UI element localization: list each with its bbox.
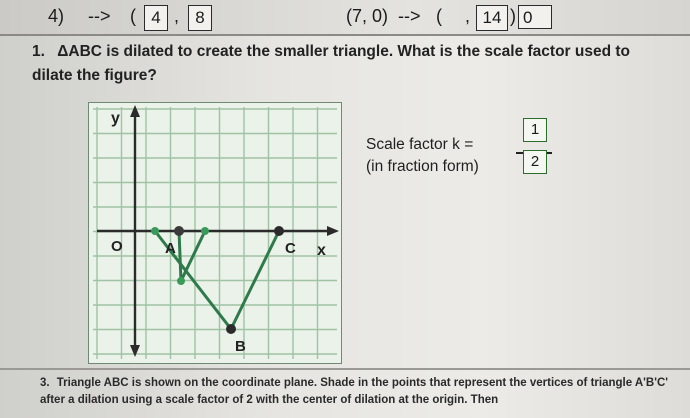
comma-2: ,	[465, 6, 471, 26]
grid-lines	[93, 107, 341, 359]
point-c[interactable]	[274, 226, 284, 236]
point-small-right[interactable]	[201, 227, 209, 235]
fraction-form-note: (in fraction form)	[366, 158, 479, 175]
scale-factor-label: Scale factor k =	[366, 136, 474, 153]
y-axis-label: y	[111, 110, 120, 127]
answer-box-x1[interactable]: 4	[144, 5, 168, 31]
point-7-0: (7, 0)	[346, 6, 389, 26]
prev-point-fragment: 4)	[48, 6, 65, 26]
question-1	[32, 40, 672, 88]
coordinate-grid[interactable]	[88, 102, 342, 364]
answer-box-y1[interactable]: 8	[188, 5, 212, 31]
point-b[interactable]	[226, 324, 236, 334]
arrow-1: -->	[88, 6, 111, 26]
paren-close-2: )	[510, 6, 516, 26]
comma-1: ,	[174, 6, 180, 26]
bottom-divider	[0, 368, 690, 370]
question-3-text: Triangle ABC is shown on the coordinate plane. Shade in the points that represent the vertices of triangle A'B'C' after a dilation using a scale factor of 2 with the center of dilation at the origin. Then	[40, 377, 668, 406]
origin-label: O	[111, 238, 123, 255]
y-axis-arrow-up	[130, 105, 140, 117]
point-a[interactable]	[174, 226, 184, 236]
numerator-box[interactable]: 1	[523, 118, 547, 142]
arrow-2: -->	[398, 6, 421, 26]
grid-svg	[89, 103, 341, 363]
x-axis-label: x	[317, 242, 326, 259]
x-axis-arrow	[327, 226, 339, 236]
question-1-number: 1.	[32, 43, 45, 60]
question-3	[40, 375, 690, 409]
answer-box-y2[interactable]: 0	[518, 5, 552, 29]
point-small-bottom[interactable]	[177, 277, 185, 285]
paren-open-1: (	[130, 6, 136, 26]
top-divider	[0, 34, 690, 36]
question-3-number: 3.	[40, 377, 50, 389]
y-axis-arrow-down	[130, 345, 140, 357]
question-1-text: ΔABC is dilated to create the smaller triangle. What is the scale factor used to dilate the figure?	[32, 43, 630, 84]
label-a: A	[165, 240, 176, 257]
label-b: B	[235, 338, 246, 355]
answer-box-x2[interactable]: 14	[476, 5, 508, 31]
point-origin-right[interactable]	[151, 227, 159, 235]
paren-open-2: (	[436, 6, 442, 26]
denominator-box[interactable]: 2	[523, 150, 547, 174]
label-c: C	[285, 240, 296, 257]
